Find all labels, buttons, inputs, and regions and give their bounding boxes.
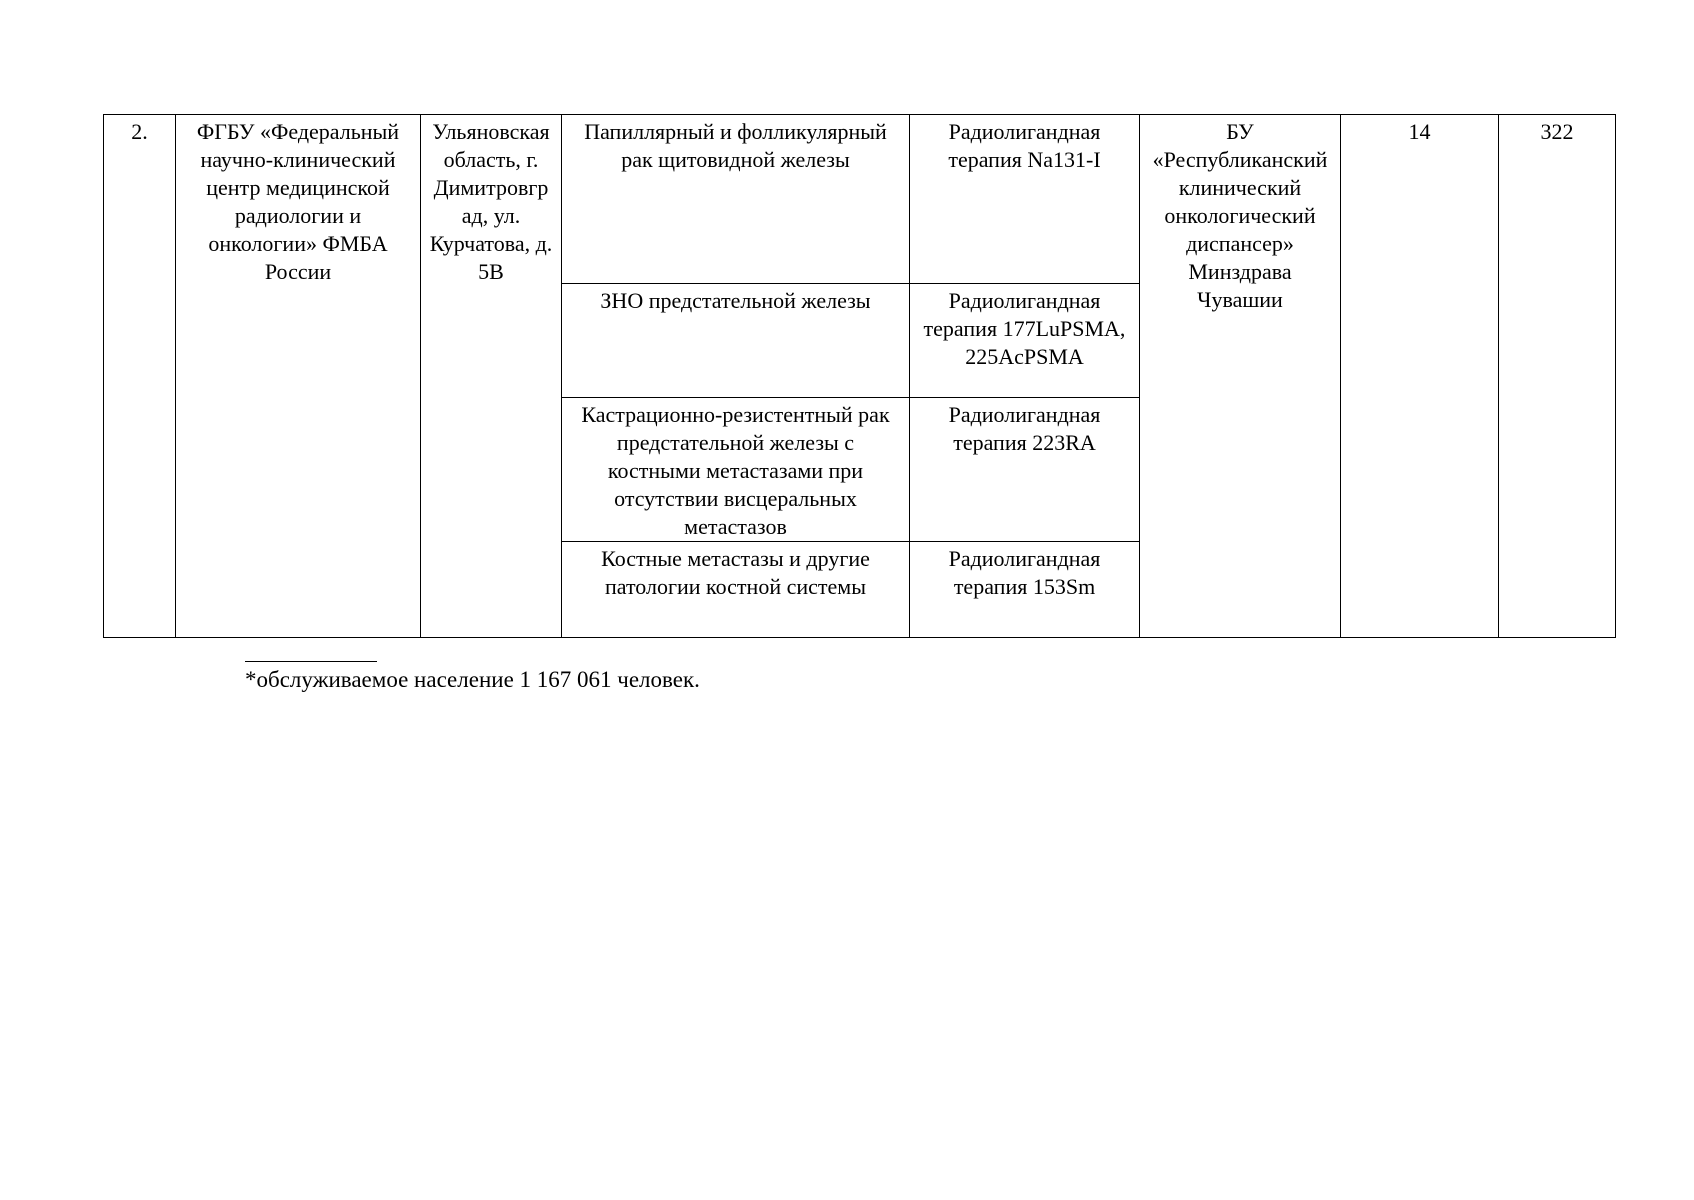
diagnosis-cell: Костные метастазы и другие патологии костной системы	[562, 542, 910, 638]
value-2-cell: 322	[1499, 115, 1616, 638]
therapy-cell: Радиолигандная терапия 177LuPSMA, 225AcPSMA	[910, 284, 1140, 398]
address-cell: Ульяновская область, г. Димитровград, ул. Курчатова, д. 5В	[421, 115, 562, 638]
footnote: *обслуживаемое население 1 167 061 человек.	[245, 667, 700, 692]
row-number-cell: 2.	[104, 115, 176, 638]
organization-cell: ФГБУ «Федеральный научно-клинический центр медицинской радиологии и онкологии» ФМБА России	[176, 115, 421, 638]
value-1-cell: 14	[1341, 115, 1499, 638]
diagnosis-cell: ЗНО предстательной железы	[562, 284, 910, 398]
therapy-cell: Радиолигандная терапия Na131-I	[910, 115, 1140, 284]
medical-centers-table	[103, 114, 1616, 638]
partner-cell: БУ «Республиканский клинический онкологический диспансер» Минздрава Чувашии	[1140, 115, 1341, 638]
therapy-cell: Радиолигандная терапия 153Sm	[910, 542, 1140, 638]
table-row	[104, 115, 1616, 284]
footnote-divider	[245, 661, 377, 662]
diagnosis-cell: Папиллярный и фолликулярный рак щитовидной железы	[562, 115, 910, 284]
therapy-cell: Радиолигандная терапия 223RA	[910, 398, 1140, 542]
diagnosis-cell: Кастрационно-резистентный рак предстательной железы с костными метастазами при отсутствии висцеральных метастазов	[562, 398, 910, 542]
